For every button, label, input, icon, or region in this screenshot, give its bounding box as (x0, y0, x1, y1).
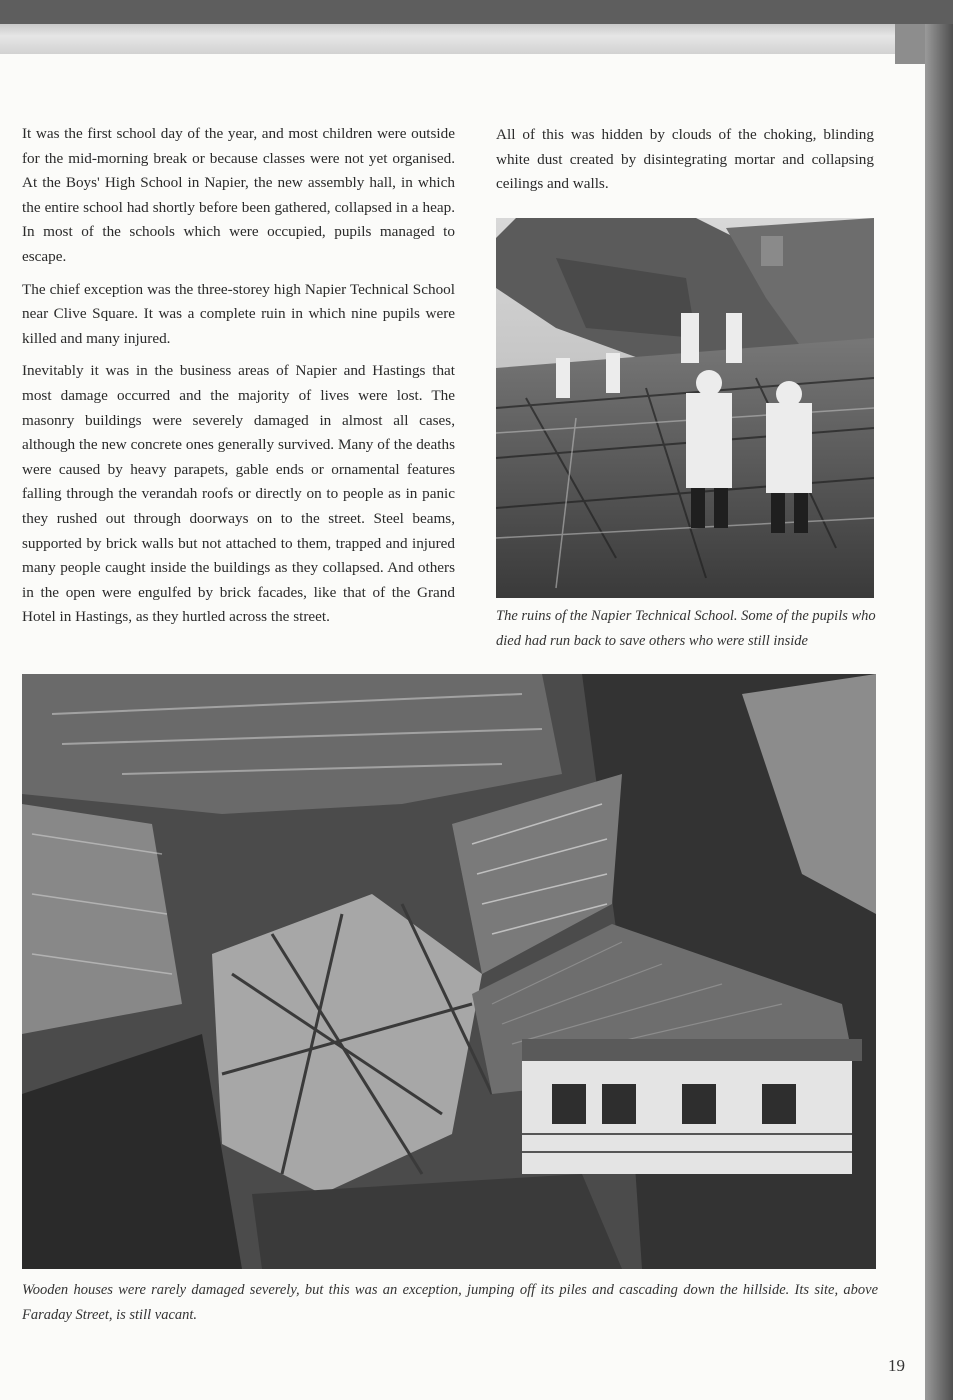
header-corner (895, 24, 925, 64)
ruins-photo-caption: The ruins of the Napier Technical School. Some of the pupils who died had run back to save others who were still inside (496, 608, 876, 649)
page-edge-shadow (925, 24, 953, 1400)
paragraph: All of this was hidden by clouds of the choking, blinding white dust created by disintegrating mortar and collapsing ceilings and walls. (496, 126, 874, 193)
paragraph: The chief exception was the three-storey high Napier Technical School near Clive Square. It was a complete ruin in which nine pupils were killed and many injured. (22, 280, 455, 347)
paragraph: It was the first school day of the year, and most children were outside for the mid-morning break or because classes were not yet organised. At the Boys' High School in Napier, the new assembly hall, in which the entire school had shortly before been gathered, collapsed in a heap. In most of the schools which were occupied, pupils managed to escape. (22, 125, 455, 265)
top-border (0, 0, 953, 24)
house-photo-caption: Wooden houses were rarely damaged severely, but this was an exception, jumping off its piles and cascading down the hillside. Its site, above Faraday Street, is still vacant. (22, 1282, 878, 1323)
right-text-column (496, 123, 874, 205)
collapsed-house-photo (22, 674, 876, 1269)
header-stripe (0, 24, 895, 54)
technical-school-ruins-photo (496, 218, 874, 598)
paragraph: Inevitably it was in the business areas of Napier and Hastings that most damage occurred and the majority of lives were lost. The masonry buildings were severely damaged in almost all cases, although the new concrete ones generally survived. Many of the deaths were caused by heavy parapets, gable ends or ornamental features falling through the verandah roofs or directly on to people as in panic they rushed out through doorways on to the street. Steel beams, supported by brick walls but not attached to them, trapped and injured many people caught inside the buildings as they collapsed. And others in the open were engulfed by brick facades, like that of the Grand Hotel in Hastings, as they hurtled across the street. (22, 362, 455, 626)
page-number: 19 (888, 1356, 905, 1375)
left-text-column (22, 122, 455, 638)
